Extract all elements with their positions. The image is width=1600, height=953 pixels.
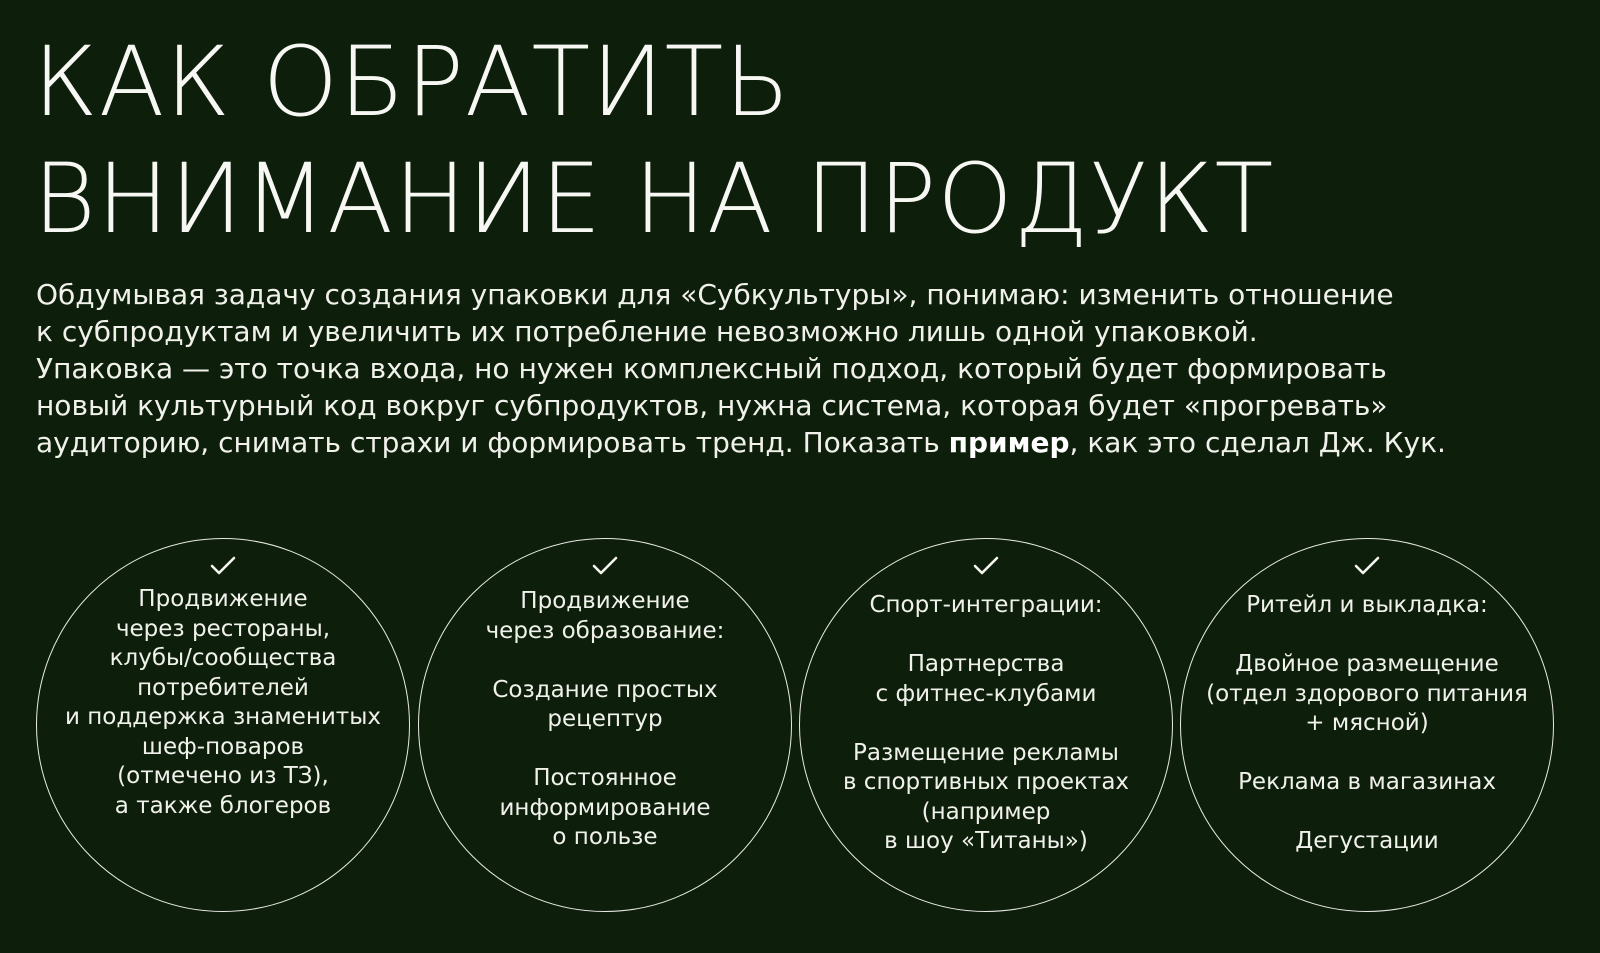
circle-sport <box>799 538 1173 912</box>
circle-item: с фитнес-клубами <box>875 680 1097 707</box>
intro-line-1: Обдумывая задачу создания упаковки для «Субкультуры», понимаю: изменить отношение <box>36 278 1394 311</box>
circle-heading: Ритейл и выкладка: <box>1246 592 1488 618</box>
circle-line: а также блогеров <box>114 792 332 819</box>
circle-heading: Продвижение <box>520 588 690 614</box>
circle-item: о пользе <box>552 824 658 850</box>
circle-restaurants-text <box>47 585 399 821</box>
circle-line: (отмечено из ТЗ), <box>117 763 329 789</box>
circle-item: информирование <box>499 794 711 821</box>
circle-education <box>418 538 792 912</box>
title-line-1: КАК ОБРАТИТЬ <box>33 26 792 138</box>
title-line-2: ВНИМАНИЕ НА ПРОДУКТ <box>33 143 1275 255</box>
circle-item: в шоу «Титаны») <box>884 828 1088 854</box>
circle-item: Реклама в магазинах <box>1238 769 1496 795</box>
intro-paragraph <box>36 276 1566 461</box>
circle-education-text <box>429 587 781 853</box>
intro-line-5-start: аудиторию, снимать страхи и формировать тренд. Показать <box>36 426 949 459</box>
circle-line: и поддержка знаменитых <box>65 704 381 730</box>
circle-heading: Спорт-интеграции: <box>869 592 1103 618</box>
circle-restaurants <box>36 538 410 912</box>
circle-item: Создание простых <box>492 676 718 703</box>
intro-line-5 <box>36 424 1566 461</box>
circle-line: Продвижение <box>138 586 308 612</box>
circle-item: Двойное размещение <box>1235 651 1499 677</box>
circle-line: через рестораны, <box>115 615 331 642</box>
intro-line-5-end: , как это сделал Дж. Кук. <box>1069 426 1446 459</box>
circle-item: Постоянное <box>533 765 677 791</box>
circle-retail <box>1180 538 1554 912</box>
circle-item: + мясной) <box>1305 710 1429 736</box>
circle-line: шеф-поваров <box>141 733 305 760</box>
circle-item: Размещение рекламы <box>853 739 1119 766</box>
intro-line-2: к субпродуктам и увеличить их потребление невозможно лишь одной упаковкой. <box>36 315 1258 348</box>
page-title <box>33 24 1274 258</box>
circle-item: Партнерства <box>907 651 1065 677</box>
intro-emphasis: пример <box>948 426 1070 459</box>
circle-sport-text <box>810 591 1162 857</box>
check-icon <box>971 553 1001 577</box>
check-icon <box>1352 553 1382 577</box>
circle-item: рецептур <box>547 706 663 732</box>
intro-line-4: новый культурный код вокруг субпродуктов, нужна система, которая будет «прогревать» <box>36 389 1388 422</box>
circle-line: потребителей <box>137 674 309 701</box>
circle-retail-text <box>1191 591 1543 857</box>
circle-line: клубы/сообщества <box>109 645 337 671</box>
check-icon <box>208 553 238 577</box>
circle-heading: через образование: <box>485 617 725 644</box>
circle-item: (отдел здорового питания <box>1206 680 1528 707</box>
intro-line-3: Упаковка — это точка входа, но нужен комплексный подход, который будет формировать <box>36 352 1387 385</box>
circle-item: в спортивных проектах <box>842 769 1130 795</box>
circle-item: (например <box>921 798 1051 825</box>
check-icon <box>590 553 620 577</box>
circle-item: Дегустации <box>1295 828 1439 854</box>
